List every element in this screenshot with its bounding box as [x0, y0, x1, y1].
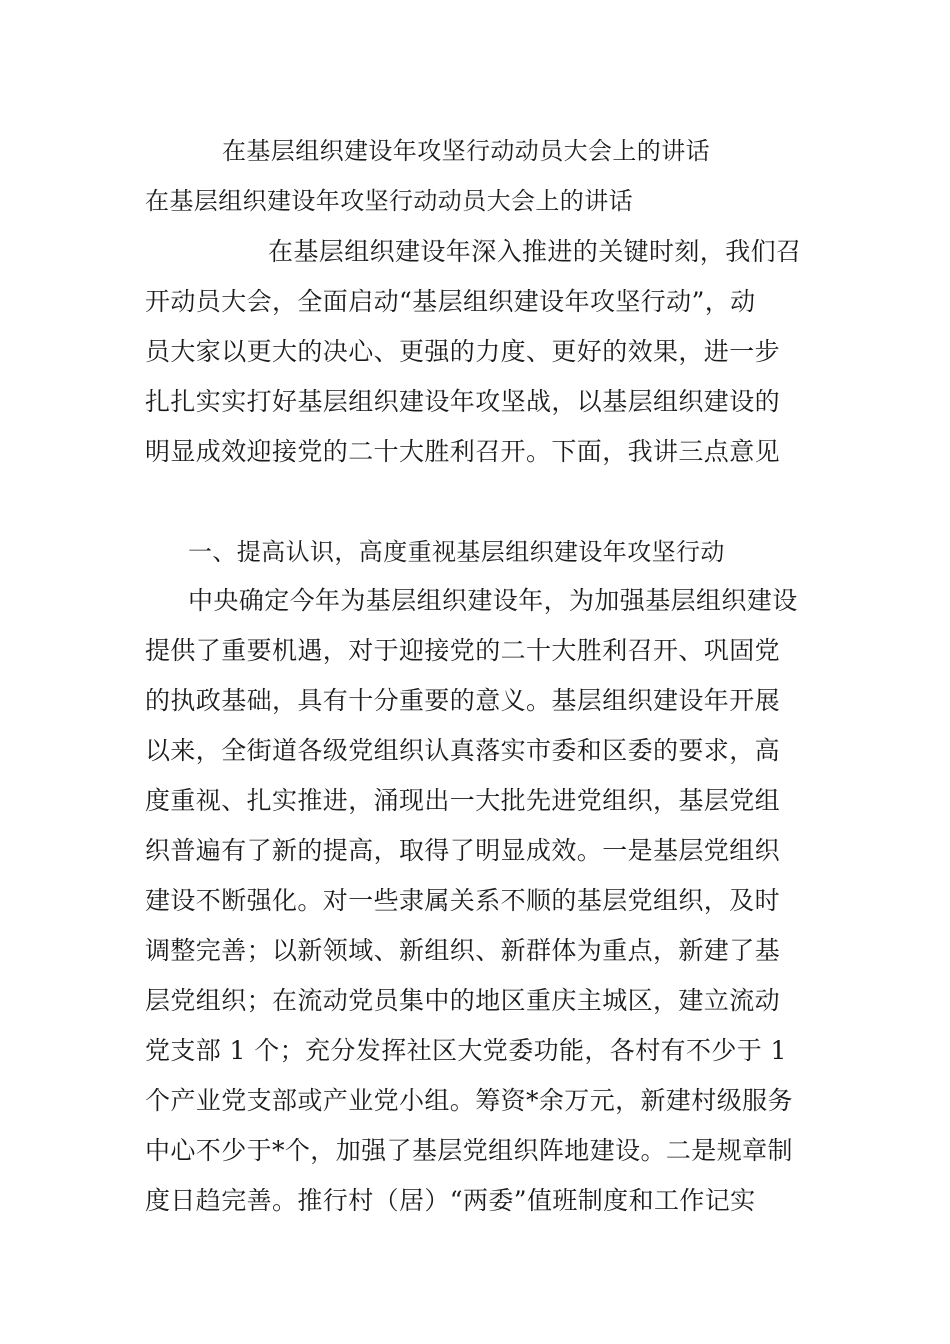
body-line: 度日趋完善。推行村（居）“两委”值班制度和工作记实	[145, 1186, 756, 1215]
body-line: 调整完善；以新领域、新组织、新群体为重点，新建了基	[145, 936, 781, 965]
body-line: 建设不断强化。对一些隶属关系不顺的基层党组织，及时	[145, 886, 781, 915]
section-heading: 一、提高认识，高度重视基层组织建设年攻坚行动	[188, 538, 725, 566]
body-line: 个产业党支部或产业党小组。筹资*余万元，新建村级服务	[145, 1086, 793, 1115]
document-title: 在基层组织建设年攻坚行动动员大会上的讲话	[222, 137, 710, 165]
body-line: 提供了重要机遇，对于迎接党的二十大胜利召开、巩固党	[145, 636, 781, 665]
body-line: 的执政基础，具有十分重要的意义。基层组织建设年开展	[145, 686, 781, 715]
body-line: 中央确定今年为基层组织建设年，为加强基层组织建设	[188, 586, 798, 615]
body-line: 以来，全街道各级党组织认真落实市委和区委的要求，高	[145, 736, 781, 765]
body-line: 党支部 1 个；充分发挥社区大党委功能，各村有不少于 1	[145, 1036, 787, 1065]
intro-line: 扎扎实实打好基层组织建设年攻坚战，以基层组织建设的	[145, 387, 781, 416]
body-line: 中心不少于*个，加强了基层党组织阵地建设。二是规章制	[145, 1136, 793, 1165]
intro-line: 员大家以更大的决心、更强的力度、更好的效果，进一步	[145, 337, 781, 366]
body-line: 度重视、扎实推进，涌现出一大批先进党组织，基层党组	[145, 786, 781, 815]
intro-line: 明显成效迎接党的二十大胜利召开。下面，我讲三点意见	[145, 437, 781, 466]
intro-line: 开动员大会，全面启动“基层组织建设年攻坚行动”，动	[145, 287, 756, 316]
document-subtitle: 在基层组织建设年攻坚行动动员大会上的讲话	[145, 187, 633, 215]
intro-line: 在基层组织建设年深入推进的关键时刻，我们召	[268, 237, 802, 266]
body-line: 织普遍有了新的提高，取得了明显成效。一是基层党组织	[145, 836, 781, 865]
body-line: 层党组织；在流动党员集中的地区重庆主城区，建立流动	[145, 986, 781, 1015]
